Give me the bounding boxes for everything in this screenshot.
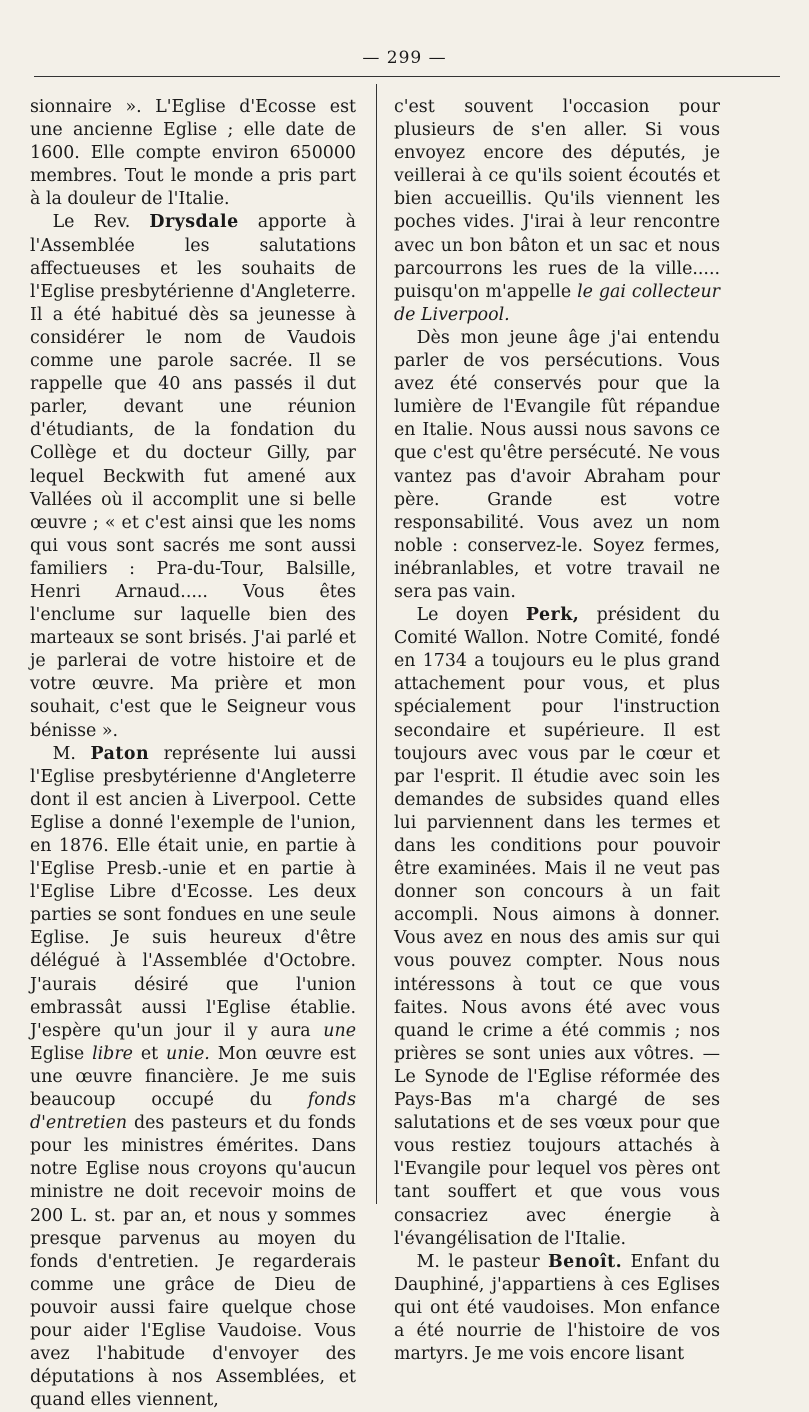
- speaker-name-paton: Paton: [90, 743, 150, 764]
- text-prefix: M.: [52, 743, 91, 764]
- right-column: [394, 96, 720, 1366]
- paragraph-benoit: [394, 1251, 720, 1366]
- paragraph-paton-continued: [394, 96, 720, 327]
- left-column: [30, 96, 356, 1412]
- page-number: — 299 —: [362, 48, 447, 68]
- text-prefix: Le doyen: [416, 605, 526, 626]
- italic-text: unie.: [166, 1043, 210, 1064]
- speaker-name-benoit: Benoît.: [547, 1251, 623, 1272]
- text-prefix: Le Rev.: [52, 212, 150, 233]
- text-body: président du Comité Wallon. Notre Comité, fondé en 1734 a toujours eu le plus grand attachement pour vous, et plus spécialement pour l'instruction secondaire et supérieure. Il est toujours avec vous par le cœur et par l'esprit. Il étudie avec soin les demandes de subsides quand elles lui parviennent dans les termes et dans les conditions pour pouvoir être examinées. Mais il ne veut pas donner son concours à un fait accompli. Nous aimons à donner. Vous avez en nous des amis sur qui vous pouvez compter. Nous nous intéressons à tout ce que vous faites. Nous avons été avec vous quand le crime a été commis ; nos prières se sont unies aux vôtres. — Le Synode de l'Eglise réformée des Pays-Bas m'a chargé de ses salutations et de ses vœux pour que vous restiez toujours attachés à l'Evangile pour lequel vos pères ont tant souffert et que vous vous consacriez avec énergie à l'évangélisation de l'Italie.: [394, 605, 720, 1249]
- text-body: représente lui aussi l'Eglise presbytérienne d'Angleterre dont il est ancien à Liverpool. Cette Eglise a donné l'exemple de l'union, en 1876. Elle était unie, en partie à l'Eglise Presb.-unie et en partie à l'Eglise Libre d'Ecosse. Les deux parties se sont fondues en une seule Eglise. Je suis heureux d'être délégué à l'Assemblée d'Octobre. J'aurais désiré que l'union embrassât aussi l'Eglise établie. J'espère qu'un jour il y aura: [30, 743, 356, 1041]
- column-divider: [376, 84, 377, 1204]
- paragraph-drysdale: [30, 211, 356, 742]
- text-body: des pasteurs et du fonds pour les ministres émérites. Dans notre Eglise nous croyons qu'aucun ministre ne doit recevoir moins de 200 L. st. par an, et nous y sommes presque parvenus au moyen du fonds d'entretien. Je regarderais comme une grâce de Dieu de pouvoir aussi faire quelque chose pour aider l'Eglise Vaudoise. Vous avez l'habitude d'envoyer des députations à nos Assemblées, et quand elles viennent,: [30, 1113, 356, 1411]
- paragraph-persecutions: Dès mon jeune âge j'ai entendu parler de vos persécutions. Vous avez été conservés pour que la lumière de l'Evangile fût répandue en Italie. Nous aussi nous savons ce que c'est qu'être persécuté. Ne vous vantez pas d'avoir Abraham pour père. Grande est votre responsabilité. Vous avez un nom noble : conservez-le. Soyez fermes, inébranlables, et votre travail ne sera pas vain.: [394, 327, 720, 602]
- text-body: et: [132, 1043, 167, 1064]
- text-body: Mon œuvre est une œuvre financière. Je me suis beaucoup occupé du: [30, 1043, 356, 1111]
- text-body: Eglise: [30, 1043, 93, 1064]
- paragraph-paton: [30, 743, 356, 1412]
- speaker-name-perk: Perk,: [525, 605, 580, 626]
- italic-text: fonds d'entretien: [30, 1090, 356, 1134]
- text-body: Enfant du Dauphiné, j'appartiens à ces Eglises qui ont été vaudoises. Mon enfance a été nourrie de l'histoire de vos martyrs. Je me vois encore lisant: [394, 1251, 720, 1365]
- text-prefix: M. le pasteur: [416, 1251, 548, 1272]
- italic-text: libre: [92, 1043, 133, 1064]
- text-body: c'est souvent l'occasion pour plusieurs de s'en aller. Si vous envoyez encore des députés, je veillerai à ce qu'ils soient écoutés et bien accueillis. Qu'ils viennent les poches vides. J'irai à leur rencontre avec un bon bâton et un sac et nous parcourrons les rues de la ville..... puisqu'on m'appelle: [394, 97, 720, 302]
- paragraph-perk: [394, 604, 720, 1251]
- text-body: apporte à l'Assemblée les salutations affectueuses et les souhaits de l'Eglise presbytérienne d'Angleterre. Il a été habitué dès sa jeunesse à considérer le nom de Vaudois comme une parole sacrée. Il se rappelle que 40 ans passés il dut parler, devant une réunion d'étudiants, de la fondation du Collège et du docteur Gilly, par lequel Beckwith fut amené aux Vallées où il accomplit une si belle œuvre ; « et c'est ainsi que les noms qui vous sont sacrés me sont aussi familiers : Pra-du-Tour, Balsille, Henri Arnaud..... Vous êtes l'enclume sur laquelle bien des marteaux se sont brisés. J'ai parlé et je parlerai de votre histoire et de votre œuvre. Ma prière et mon souhait, c'est que le Seigneur vous bénisse ».: [30, 212, 356, 741]
- header-rule: [34, 76, 780, 77]
- italic-text: une: [323, 1020, 356, 1041]
- speaker-name-drysdale: Drysdale: [149, 212, 239, 233]
- paragraph-scotland: sionnaire ». L'Eglise d'Ecosse est une ancienne Eglise ; elle date de 1600. Elle compte environ 650000 membres. Tout le monde a pris part à la douleur de l'Italie.: [30, 97, 356, 210]
- italic-text: le gai collecteur de Liverpool.: [394, 281, 720, 325]
